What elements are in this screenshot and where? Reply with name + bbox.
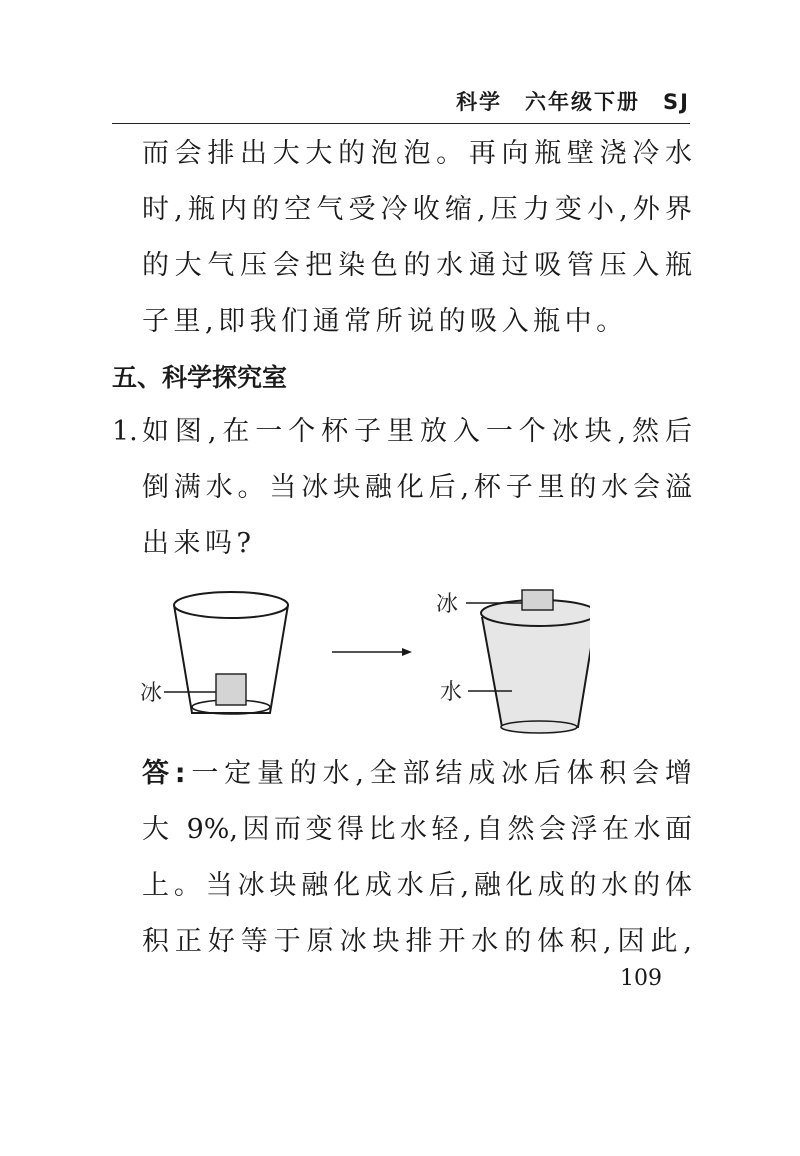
- ice-cube-left: [216, 674, 246, 705]
- section-title: 五、科学探究室: [112, 363, 288, 392]
- question-line: 倒满水。当冰块融化后,杯子里的水会溢: [142, 472, 692, 503]
- label-water: 水: [440, 680, 463, 705]
- ice-cube-right: [522, 590, 553, 610]
- paragraph-line: 的大气压会把染色的水通过吸管压入瓶: [142, 250, 692, 281]
- answer-line: 积正好等于原冰块排开水的体积,因此,: [142, 926, 692, 957]
- paragraph-line: 时,瓶内的空气受冷收缩,压力变小,外界: [142, 194, 692, 225]
- answer-line: [142, 754, 692, 794]
- answer-line: 上。当冰块融化成水后,融化成的水的体: [142, 870, 692, 901]
- paragraph-line: 子里,即我们通常所说的吸入瓶中。: [142, 306, 628, 337]
- answer-text: 一定量的水,全部结成冰后体积会增: [185, 758, 692, 789]
- ice-cup-figure: [130, 575, 590, 745]
- answer-label: 答:: [142, 758, 186, 789]
- label-ice-right: 冰: [436, 592, 459, 617]
- question-line: 出来吗?: [142, 528, 256, 559]
- label-ice-left: 冰: [140, 681, 163, 706]
- arrow: [332, 648, 412, 656]
- page-number: 109: [620, 966, 662, 991]
- running-header: 科学 六年级下册 SJ: [456, 90, 690, 114]
- question-line: 如图,在一个杯子里放入一个冰块,然后: [142, 416, 692, 447]
- cup-after: [436, 590, 590, 733]
- paragraph-line: 而会排出大大的泡泡。再向瓶壁浇冷水: [142, 138, 692, 169]
- cup-before: [140, 592, 288, 714]
- answer-line: 大 9%,因而变得比水轻,自然会浮在水面: [142, 814, 692, 845]
- question-number: 1.: [112, 416, 138, 447]
- header-rule: [112, 123, 690, 124]
